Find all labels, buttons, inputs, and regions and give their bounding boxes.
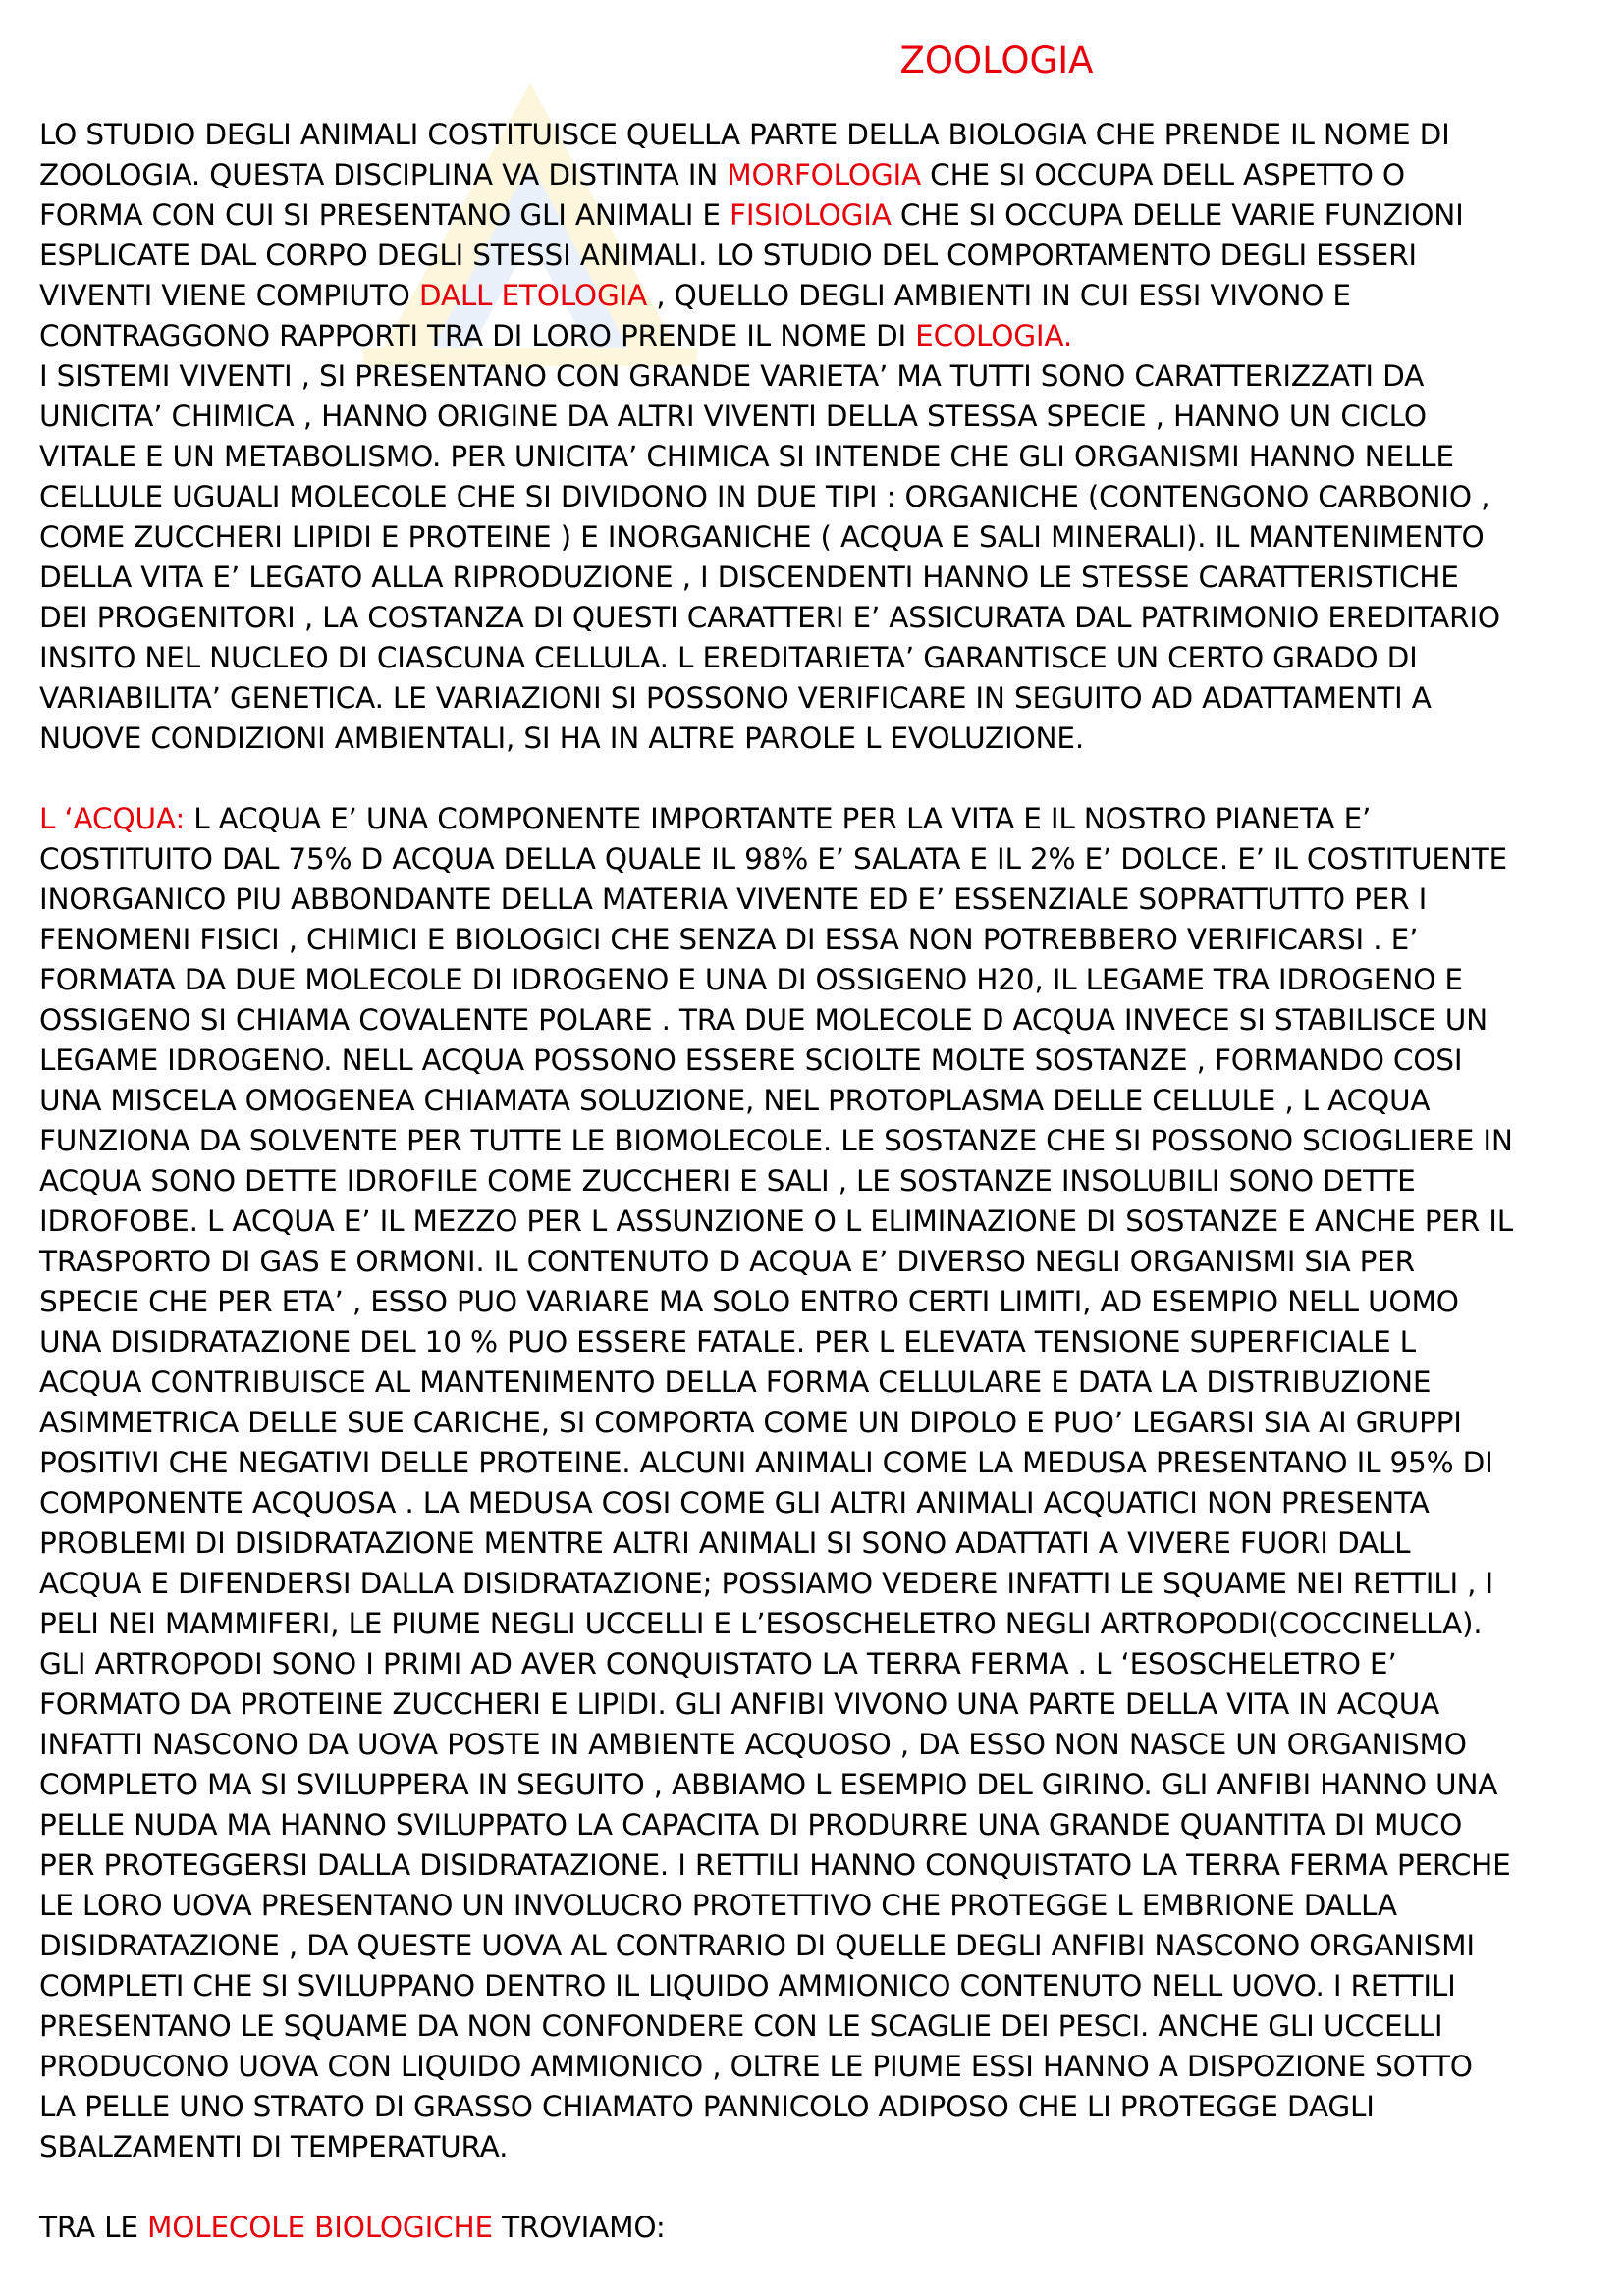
text-line xyxy=(39,558,1600,598)
text-line xyxy=(39,1725,1600,1765)
text-line xyxy=(39,638,1600,678)
text-segment: INSITO NEL NUCLEO DI CIASCUNA CELLULA. L EREDITARIETA’ GARANTISCE UN CERTO GRADO DI xyxy=(39,641,1418,674)
text-segment: SBALZAMENTI DI TEMPERATURA. xyxy=(39,2130,509,2163)
text-line xyxy=(39,155,1600,195)
text-segment: FUNZIONA DA SOLVENTE PER TUTTE LE BIOMOLECOLE. LE SOSTANZE CHE SI POSSONO SCIOGLIERE IN xyxy=(39,1124,1513,1157)
text-line xyxy=(39,115,1600,155)
text-segment: CELLULE UGUALI MOLECOLE CHE SI DIVIDONO IN DUE TIPI : ORGANICHE (CONTENGONO CARBONIO , xyxy=(39,480,1490,513)
text-segment: IDROFOBE. L ACQUA E’ IL MEZZO PER L ASSUNZIONE O L ELIMINAZIONE DI SOSTANZE E ANCHE PER IL xyxy=(39,1204,1513,1238)
text-segment: UNA MISCELA OMOGENEA CHIAMATA SOLUZIONE, NEL PROTOPLASMA DELLE CELLULE , L ACQUA xyxy=(39,1084,1431,1117)
text-line xyxy=(39,1805,1600,1845)
text-line xyxy=(39,1604,1600,1644)
highlighted-term: L ‘ACQUA: xyxy=(39,802,186,835)
text-segment: PELI NEI MAMMIFERI, LE PIUME NEGLI UCCELLI E L’ESOSCHELETRO NEGLI ARTROPODI(COCCINELLA). xyxy=(39,1607,1483,1640)
text-segment: FORMATO DA PROTEINE ZUCCHERI E LIPIDI. GLI ANFIBI VIVONO UNA PARTE DELLA VITA IN ACQUA xyxy=(39,1687,1440,1721)
text-line xyxy=(39,1081,1600,1121)
text-segment: ZOOLOGIA. QUESTA DISCIPLINA VA DISTINTA IN xyxy=(39,158,728,191)
text-segment: PRODUCONO UOVA CON LIQUIDO AMMIONICO , OLTRE LE PIUME ESSI HANNO A DISPOZIONE SOTTO xyxy=(39,2050,1473,2083)
document-title: ZOOLOGIA xyxy=(899,39,1094,81)
text-segment: VIVENTI VIENE COMPIUTO xyxy=(39,279,419,312)
text-segment: PROBLEMI DI DISIDRATAZIONE MENTRE ALTRI ANIMALI SI SONO ADATTATI A VIVERE FUORI DALL xyxy=(39,1526,1411,1560)
text-line xyxy=(39,1765,1600,1805)
text-line xyxy=(39,1041,1600,1081)
text-segment: DELLA VITA E’ LEGATO ALLA RIPRODUZIONE , I DISCENDENTI HANNO LE STESSE CARATTERISTICHE xyxy=(39,561,1459,594)
text-line xyxy=(39,1242,1600,1282)
text-line xyxy=(39,437,1600,477)
text-line xyxy=(39,236,1600,276)
text-segment: LEGAME IDROGENO. NELL ACQUA POSSONO ESSERE SCIOLTE MOLTE SOSTANZE , FORMANDO COSI xyxy=(39,1043,1463,1077)
text-line xyxy=(39,2087,1600,2127)
highlighted-term: FISIOLOGIA xyxy=(730,198,892,232)
text-segment: GLI ARTROPODI SONO I PRIMI AD AVER CONQUISTATO LA TERRA FERMA . L ‘ESOSCHELETRO E’ xyxy=(39,1647,1397,1681)
text-line xyxy=(39,477,1600,517)
text-line xyxy=(39,1564,1600,1604)
text-line xyxy=(39,397,1600,437)
text-line xyxy=(39,1684,1600,1725)
highlighted-term: ECOLOGIA. xyxy=(915,319,1073,352)
text-segment: LA PELLE UNO STRATO DI GRASSO CHIAMATO PANNICOLO ADIPOSO CHE LI PROTEGGE DAGLI xyxy=(39,2090,1375,2123)
text-segment: L ACQUA E’ UNA COMPONENTE IMPORTANTE PER LA VITA E IL NOSTRO PIANETA E’ xyxy=(185,802,1372,835)
text-line xyxy=(39,880,1600,920)
text-segment: LO STUDIO DEGLI ANIMALI COSTITUISCE QUELLA PARTE DELLA BIOLOGIA CHE PRENDE IL NOME DI xyxy=(39,118,1450,151)
text-line xyxy=(39,2208,1600,2248)
text-segment: COMPLETI CHE SI SVILUPPANO DENTRO IL LIQUIDO AMMIONICO CONTENUTO NELL UOVO. I RETTILI xyxy=(39,1969,1456,2002)
text-line xyxy=(39,1523,1600,1564)
text-line xyxy=(39,1362,1600,1403)
document-body xyxy=(39,115,1600,2248)
text-line xyxy=(39,517,1600,558)
text-segment: COME ZUCCHERI LIPIDI E PROTEINE ) E INORGANICHE ( ACQUA E SALI MINERALI). IL MANTENIMENTO xyxy=(39,520,1485,554)
text-segment: SPECIE CHE PER ETA’ , ESSO PUO VARIARE MA SOLO ENTRO CERTI LIMITI, AD ESEMPIO NELL UOMO xyxy=(39,1285,1459,1318)
text-line xyxy=(39,316,1600,356)
text-line xyxy=(39,1201,1600,1242)
text-segment: FORMATA DA DUE MOLECOLE DI IDROGENO E UNA DI OSSIGENO H20, IL LEGAME TRA IDROGENO E xyxy=(39,963,1463,996)
text-line xyxy=(39,2127,1600,2167)
text-segment: COMPLETO MA SI SVILUPPERA IN SEGUITO , ABBIAMO L ESEMPIO DEL GIRINO. GLI ANFIBI HANNO UNA xyxy=(39,1768,1498,1801)
text-line xyxy=(39,1926,1600,1966)
text-line xyxy=(39,920,1600,960)
text-line xyxy=(39,1886,1600,1926)
text-line xyxy=(39,799,1600,839)
text-line xyxy=(39,1161,1600,1201)
text-line xyxy=(39,1322,1600,1362)
text-segment: VITALE E UN METABOLISMO. PER UNICITA’ CHIMICA SI INTENDE CHE GLI ORGANISMI HANNO NELLE xyxy=(39,440,1454,473)
text-segment: NUOVE CONDIZIONI AMBIENTALI, SI HA IN ALTRE PAROLE L EVOLUZIONE. xyxy=(39,721,1085,755)
text-line xyxy=(39,1845,1600,1886)
text-line xyxy=(39,598,1600,638)
text-segment: ACQUA CONTRIBUISCE AL MANTENIMENTO DELLA FORMA CELLULARE E DATA LA DISTRIBUZIONE xyxy=(39,1365,1432,1399)
highlighted-term: MOLECOLE BIOLOGICHE xyxy=(146,2211,493,2244)
text-segment: ACQUA SONO DETTE IDROFILE COME ZUCCHERI E SALI , LE SOSTANZE INSOLUBILI SONO DETTE xyxy=(39,1164,1416,1198)
text-line xyxy=(39,276,1600,316)
text-segment: PER PROTEGGERSI DALLA DISIDRATAZIONE. I RETTILI HANNO CONQUISTATO LA TERRA FERMA PERCHE xyxy=(39,1848,1511,1882)
text-segment: ASIMMETRICA DELLE SUE CARICHE, SI COMPORTA COME UN DIPOLO E PUO’ LEGARSI SIA AI GRUPPI xyxy=(39,1406,1462,1439)
text-segment: COMPONENTE ACQUOSA . LA MEDUSA COSI COME GLI ALTRI ANIMALI ACQUATICI NON PRESENTA xyxy=(39,1486,1430,1520)
text-segment: TRASPORTO DI GAS E ORMONI. IL CONTENUTO D ACQUA E’ DIVERSO NEGLI ORGANISMI SIA PER xyxy=(39,1245,1415,1278)
text-segment: DEI PROGENITORI , LA COSTANZA DI QUESTI CARATTERI E’ ASSICURATA DAL PATRIMONIO EREDITARIO xyxy=(39,601,1500,634)
text-line xyxy=(39,839,1600,880)
text-segment: FORMA CON CUI SI PRESENTANO GLI ANIMALI E xyxy=(39,198,730,232)
text-line xyxy=(39,1483,1600,1523)
highlighted-term: MORFOLOGIA xyxy=(727,158,921,191)
text-line xyxy=(39,195,1600,236)
text-segment: ACQUA E DIFENDERSI DALLA DISIDRATAZIONE; POSSIAMO VEDERE INFATTI LE SQUAME NEI RETTILI , I xyxy=(39,1567,1494,1600)
text-segment: PELLE NUDA MA HANNO SVILUPPATO LA CAPACITA DI PRODURRE UNA GRANDE QUANTITA DI MUCO xyxy=(39,1808,1463,1842)
text-segment: TROVIAMO: xyxy=(492,2211,666,2244)
text-line xyxy=(39,2006,1600,2047)
text-segment: INFATTI NASCONO DA UOVA POSTE IN AMBIENTE ACQUOSO , DA ESSO NON NASCE UN ORGANISMO xyxy=(39,1728,1467,1761)
text-segment: POSITIVI CHE NEGATIVI DELLE PROTEINE. ALCUNI ANIMALI COME LA MEDUSA PRESENTANO IL 95% DI xyxy=(39,1446,1493,1479)
text-line xyxy=(39,356,1600,397)
paragraph-gap xyxy=(39,2167,1600,2208)
paragraph-gap xyxy=(39,759,1600,799)
text-segment: , QUELLO DEGLI AMBIENTI IN CUI ESSI VIVONO E xyxy=(647,279,1351,312)
text-line xyxy=(39,2047,1600,2087)
text-segment: UNICITA’ CHIMICA , HANNO ORIGINE DA ALTRI VIVENTI DELLA STESSA SPECIE , HANNO UN CICLO xyxy=(39,400,1427,433)
text-segment: UNA DISIDRATAZIONE DEL 10 % PUO ESSERE FATALE. PER L ELEVATA TENSIONE SUPERFICIALE L xyxy=(39,1325,1416,1359)
text-line xyxy=(39,1644,1600,1684)
text-line xyxy=(39,678,1600,719)
text-segment: DISIDRATAZIONE , DA QUESTE UOVA AL CONTRARIO DI QUELLE DEGLI ANFIBI NASCONO ORGANISMI xyxy=(39,1929,1475,1962)
text-segment: I SISTEMI VIVENTI , SI PRESENTANO CON GRANDE VARIETA’ MA TUTTI SONO CARATTERIZZATI DA xyxy=(39,359,1425,393)
text-segment: CHE SI OCCUPA DELLE VARIE FUNZIONI xyxy=(891,198,1464,232)
text-line xyxy=(39,960,1600,1000)
text-segment: OSSIGENO SI CHIAMA COVALENTE POLARE . TRA DUE MOLECOLE D ACQUA INVECE SI STABILISCE UN xyxy=(39,1003,1488,1037)
text-line xyxy=(39,1282,1600,1322)
text-line xyxy=(39,1966,1600,2006)
text-segment: INORGANICO PIU ABBONDANTE DELLA MATERIA VIVENTE ED E’ ESSENZIALE SOPRATTUTTO PER I xyxy=(39,882,1428,916)
text-segment: ESPLICATE DAL CORPO DEGLI STESSI ANIMALI. LO STUDIO DEL COMPORTAMENTO DEGLI ESSERI xyxy=(39,239,1417,272)
highlighted-term: DALL ETOLOGIA xyxy=(418,279,648,312)
text-segment: COSTITUITO DAL 75% D ACQUA DELLA QUALE IL 98% E’ SALATA E IL 2% E’ DOLCE. E’ IL COSTITUENTE xyxy=(39,842,1507,876)
text-line xyxy=(39,1403,1600,1443)
text-segment: VARIABILITA’ GENETICA. LE VARIAZIONI SI POSSONO VERIFICARE IN SEGUITO AD ADATTAMENTI A xyxy=(39,681,1432,715)
text-segment: FENOMENI FISICI , CHIMICI E BIOLOGICI CHE SENZA DI ESSA NON POTREBBERO VERIFICARSI . E’ xyxy=(39,923,1419,956)
text-segment: PRESENTANO LE SQUAME DA NON CONFONDERE CON LE SCAGLIE DEI PESCI. ANCHE GLI UCCELLI xyxy=(39,2009,1443,2043)
text-segment: CHE SI OCCUPA DELL ASPETTO O xyxy=(921,158,1405,191)
text-line xyxy=(39,1000,1600,1041)
text-line xyxy=(39,1443,1600,1483)
text-segment: TRA LE xyxy=(39,2211,147,2244)
text-line xyxy=(39,719,1600,759)
text-line xyxy=(39,1121,1600,1161)
text-segment: CONTRAGGONO RAPPORTI TRA DI LORO PRENDE IL NOME DI xyxy=(39,319,916,352)
text-segment: LE LORO UOVA PRESENTANO UN INVOLUCRO PROTETTIVO CHE PROTEGGE L EMBRIONE DALLA xyxy=(39,1889,1397,1922)
